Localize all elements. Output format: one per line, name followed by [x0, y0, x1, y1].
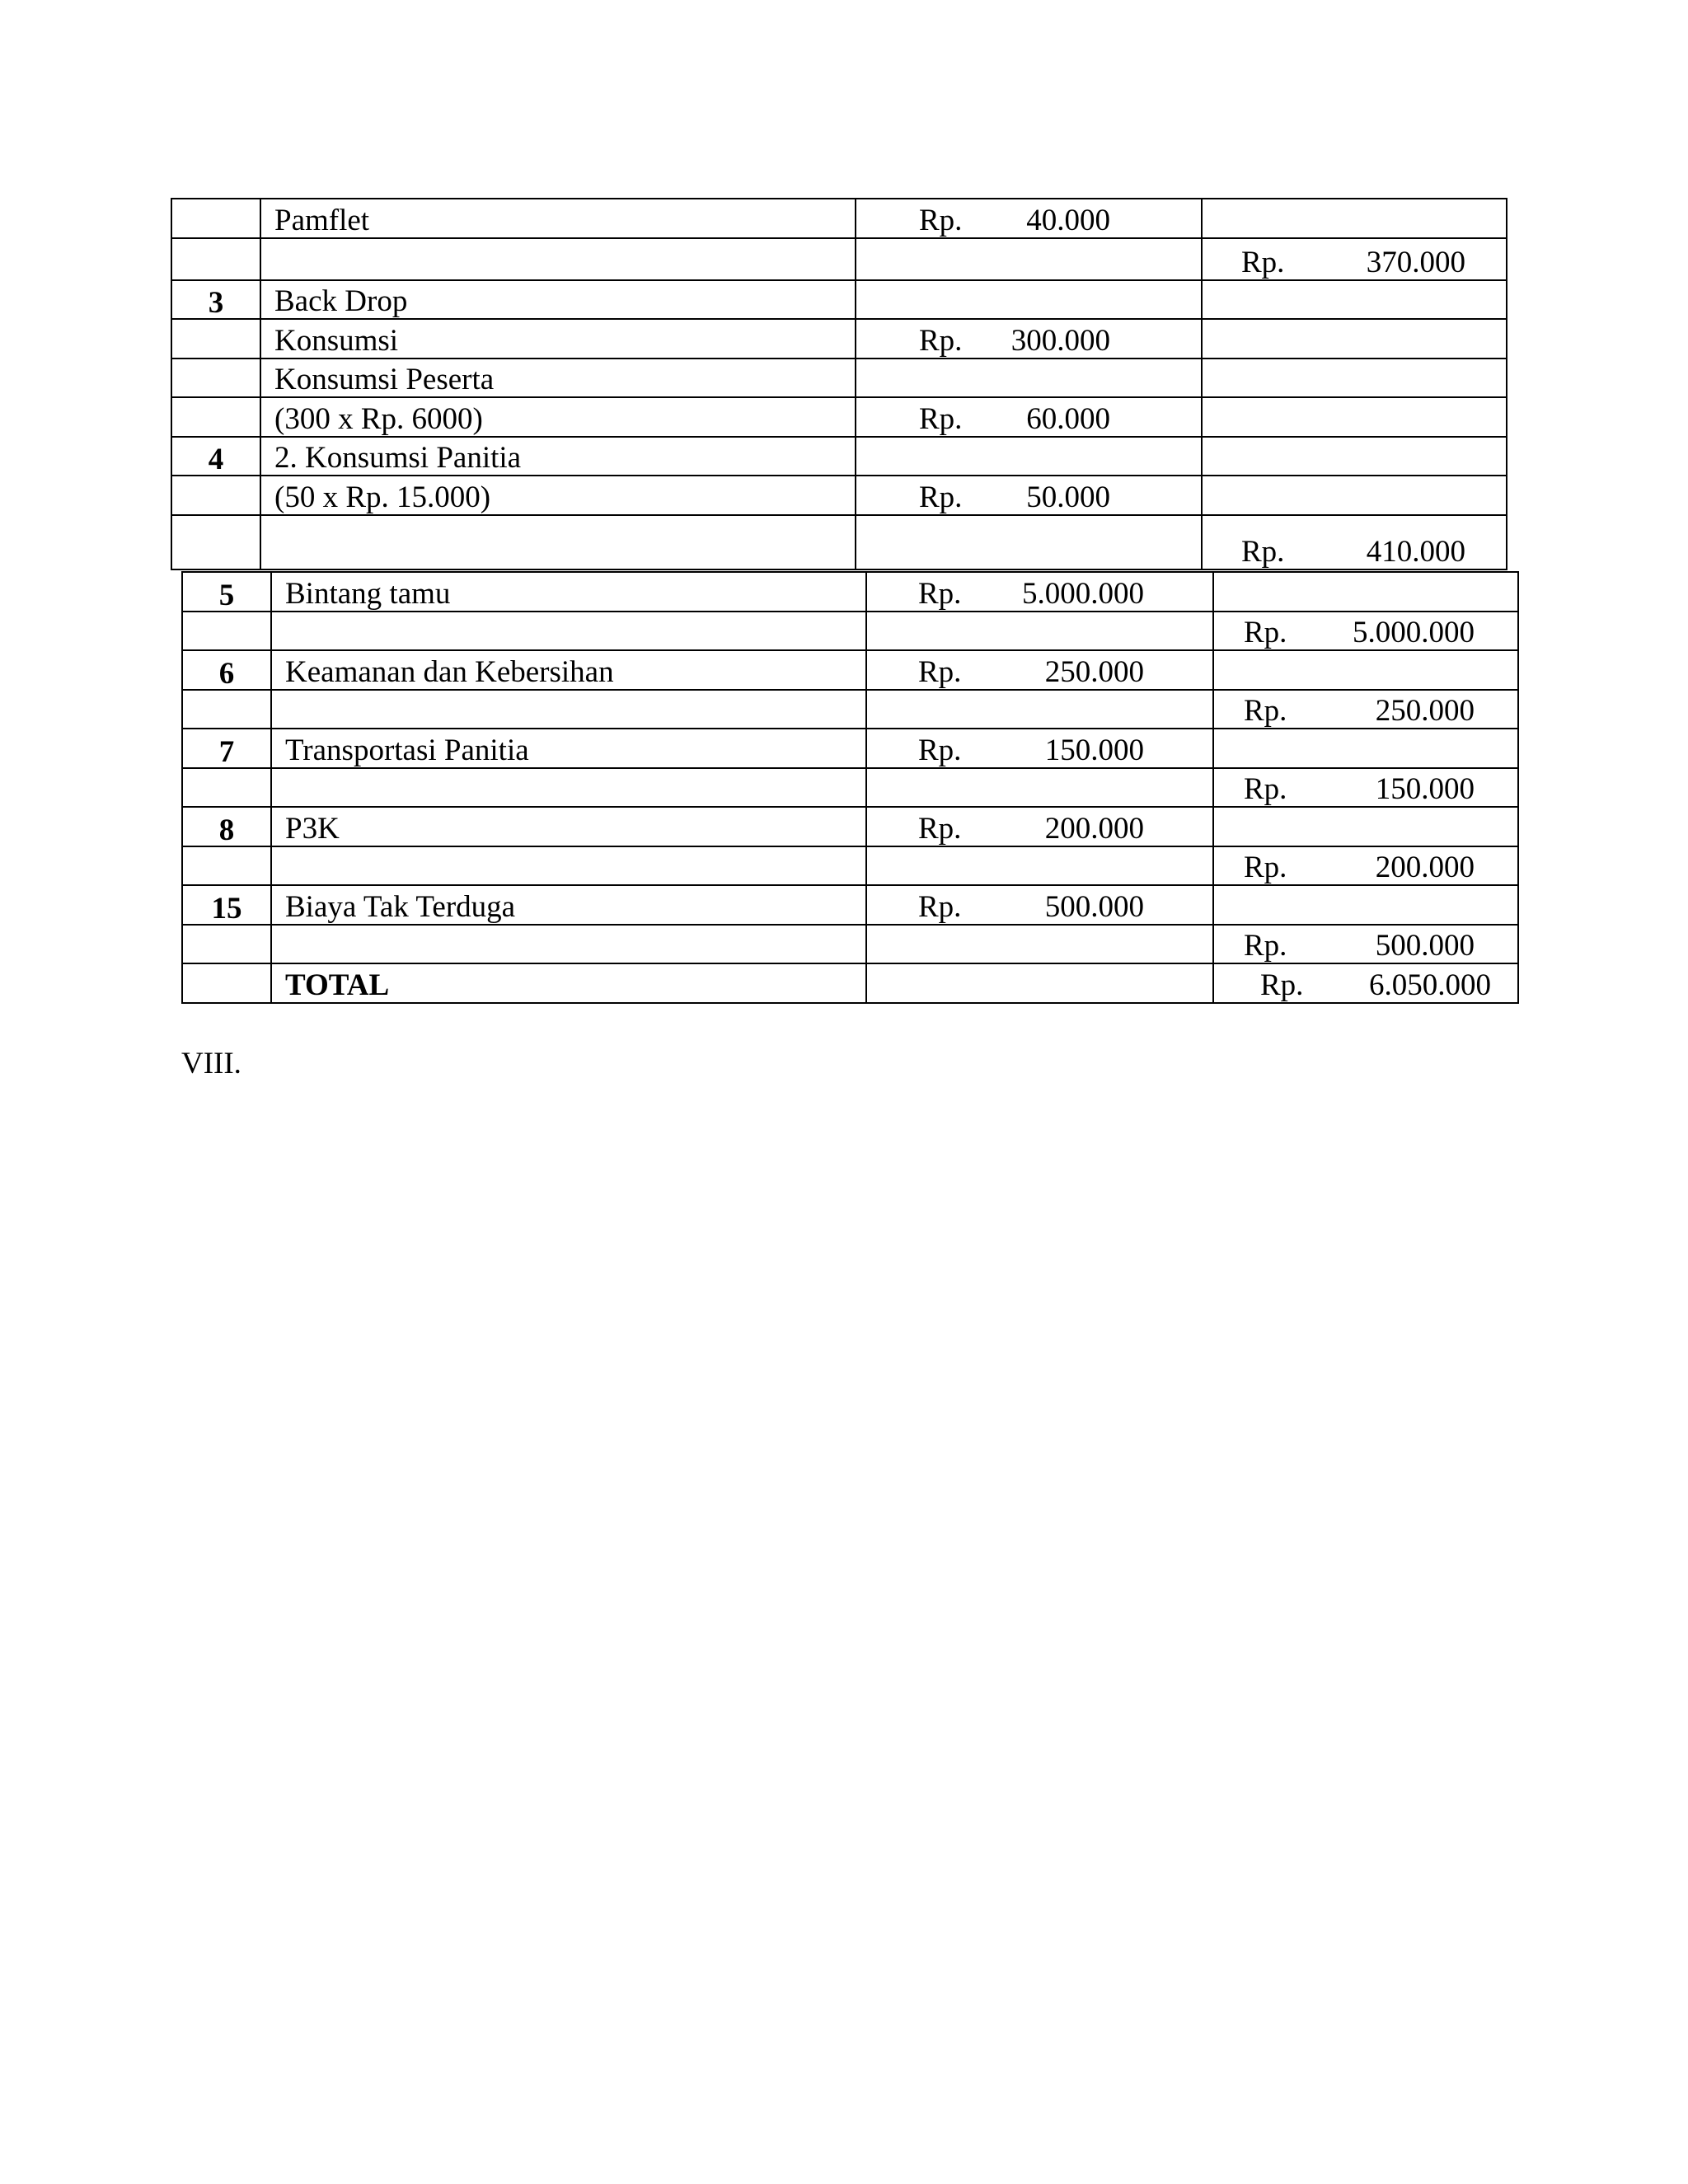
- row-number: [182, 963, 271, 1003]
- currency-label: Rp.: [918, 812, 962, 846]
- item-description: P3K: [271, 807, 866, 846]
- table-row: [171, 280, 1507, 319]
- table-row: [171, 476, 1507, 515]
- subtotal: [1202, 199, 1507, 238]
- subtotal: [1213, 572, 1518, 612]
- item-description: Pamflet: [260, 199, 856, 238]
- currency-label: Rp.: [918, 577, 962, 611]
- currency-label: Rp.: [919, 402, 963, 436]
- subtotal: [1213, 650, 1518, 690]
- amount-value: 50.000: [1026, 480, 1110, 514]
- item-description: [271, 846, 866, 885]
- subtotal: [1202, 397, 1507, 437]
- item-description: [271, 768, 866, 807]
- subtotal: [1202, 359, 1507, 397]
- table-row: [182, 963, 1518, 1003]
- item-description: [260, 515, 856, 569]
- item-cost-value: [856, 326, 1201, 358]
- item-cost-value: [867, 657, 1212, 689]
- currency-label: Rp.: [1244, 694, 1287, 728]
- row-number: 8: [182, 807, 271, 846]
- table-row: [182, 768, 1518, 807]
- item-cost-value: [856, 404, 1201, 436]
- currency-label: Rp.: [918, 733, 962, 767]
- item-cost: [866, 612, 1213, 650]
- item-cost: [856, 280, 1202, 319]
- amount-value: 200.000: [1375, 851, 1475, 884]
- item-cost: [866, 963, 1213, 1003]
- subtotal: [1202, 476, 1507, 515]
- table-row: [182, 690, 1518, 729]
- table-row: [171, 359, 1507, 397]
- subtotal: [1213, 925, 1518, 963]
- row-number: 4: [171, 437, 260, 476]
- item-cost: [856, 359, 1202, 397]
- amount-value: 150.000: [1044, 733, 1144, 767]
- item-cost: [856, 238, 1202, 280]
- currency-label: Rp.: [1241, 535, 1285, 569]
- item-description: [271, 612, 866, 650]
- item-description: [271, 925, 866, 963]
- item-cost-value: [856, 482, 1201, 514]
- currency-label: Rp.: [1244, 772, 1287, 806]
- row-number: 15: [182, 885, 271, 925]
- row-number: [182, 612, 271, 650]
- table-row: [182, 729, 1518, 768]
- item-description: (300 x Rp. 6000): [260, 397, 856, 437]
- currency-label: Rp.: [919, 324, 963, 358]
- item-description: Bintang tamu: [271, 572, 866, 612]
- budget-table-bottom: [181, 571, 1519, 1004]
- subtotal-value: [1203, 537, 1506, 569]
- amount-value: 5.000.000: [1022, 577, 1144, 611]
- subtotal: [1213, 729, 1518, 768]
- subtotal-value: [1214, 852, 1517, 884]
- row-number: [182, 768, 271, 807]
- item-description: 2. Konsumsi Panitia: [260, 437, 856, 476]
- currency-label: Rp.: [918, 655, 962, 689]
- item-description: (50 x Rp. 15.000): [260, 476, 856, 515]
- amount-value: 150.000: [1375, 772, 1475, 806]
- item-cost: [856, 437, 1202, 476]
- amount-value: 300.000: [1010, 324, 1110, 358]
- currency-label: Rp.: [919, 204, 963, 237]
- row-number: [171, 238, 260, 280]
- currency-label: Rp.: [1260, 968, 1304, 1002]
- row-number: [171, 476, 260, 515]
- amount-value: 500.000: [1375, 929, 1475, 963]
- table-row: [182, 925, 1518, 963]
- amount-value: 60.000: [1026, 402, 1110, 436]
- amount-value: 410.000: [1366, 535, 1465, 569]
- item-cost: [866, 690, 1213, 729]
- subtotal: [1202, 515, 1507, 569]
- currency-label: Rp.: [1241, 246, 1285, 279]
- amount-value: 6.050.000: [1369, 968, 1491, 1002]
- item-cost-value: [867, 813, 1212, 846]
- subtotal: [1213, 768, 1518, 807]
- subtotal-value: [1214, 696, 1517, 728]
- table-row: [182, 650, 1518, 690]
- item-description: Back Drop: [260, 280, 856, 319]
- subtotal-value: [1203, 247, 1506, 279]
- currency-label: Rp.: [1244, 851, 1287, 884]
- row-number: 7: [182, 729, 271, 768]
- item-description: Konsumsi Peserta: [260, 359, 856, 397]
- subtotal-value: [1214, 774, 1517, 806]
- amount-value: 200.000: [1044, 812, 1144, 846]
- item-description: Transportasi Panitia: [271, 729, 866, 768]
- row-number: [171, 199, 260, 238]
- item-cost-value: [856, 205, 1201, 237]
- table-row: [171, 238, 1507, 280]
- item-description: [271, 690, 866, 729]
- item-description: Keamanan dan Kebersihan: [271, 650, 866, 690]
- row-number: [171, 359, 260, 397]
- budget-table-top-body: [171, 199, 1507, 569]
- subtotal: [1213, 612, 1518, 650]
- subtotal-value: [1214, 930, 1517, 963]
- item-cost: [856, 476, 1202, 515]
- row-number: 3: [171, 280, 260, 319]
- subtotal: [1213, 885, 1518, 925]
- subtotal: [1213, 690, 1518, 729]
- table-row: [171, 319, 1507, 359]
- item-cost: [856, 397, 1202, 437]
- currency-label: Rp.: [918, 890, 962, 924]
- table-row: [182, 807, 1518, 846]
- budget-table-bottom-body: [182, 572, 1518, 1003]
- amount-value: 40.000: [1026, 204, 1110, 237]
- amount-value: 5.000.000: [1353, 616, 1475, 649]
- item-cost: [866, 885, 1213, 925]
- item-cost-value: [867, 892, 1212, 924]
- row-number: [171, 319, 260, 359]
- grand-total-value: [1214, 970, 1517, 1002]
- item-cost: [866, 846, 1213, 885]
- item-description: Biaya Tak Terduga: [271, 885, 866, 925]
- row-number: 5: [182, 572, 271, 612]
- item-cost-value: [867, 579, 1212, 611]
- subtotal: [1213, 846, 1518, 885]
- item-cost: [856, 199, 1202, 238]
- table-row: [182, 846, 1518, 885]
- total-label: TOTAL: [271, 963, 866, 1003]
- row-number: 6: [182, 650, 271, 690]
- row-number: [171, 515, 260, 569]
- row-number: [182, 846, 271, 885]
- subtotal: [1202, 238, 1507, 280]
- table-row: [171, 397, 1507, 437]
- subtotal: [1202, 280, 1507, 319]
- item-cost: [866, 729, 1213, 768]
- table-row: [171, 437, 1507, 476]
- item-cost: [866, 650, 1213, 690]
- item-cost: [856, 319, 1202, 359]
- subtotal-value: [1214, 617, 1517, 649]
- amount-value: 250.000: [1044, 655, 1144, 689]
- amount-value: 500.000: [1044, 890, 1144, 924]
- amount-value: 250.000: [1375, 694, 1475, 728]
- item-cost: [866, 572, 1213, 612]
- table-row: [171, 199, 1507, 238]
- item-cost: [866, 807, 1213, 846]
- row-number: [171, 397, 260, 437]
- subtotal: [1202, 319, 1507, 359]
- subtotal: [1213, 807, 1518, 846]
- section-heading: VIII.: [181, 1047, 241, 1080]
- budget-table-top: [171, 198, 1507, 570]
- table-row: [182, 885, 1518, 925]
- table-row: [171, 515, 1507, 569]
- item-cost: [866, 925, 1213, 963]
- currency-label: Rp.: [1244, 929, 1287, 963]
- item-description: [260, 238, 856, 280]
- grand-total: [1213, 963, 1518, 1003]
- subtotal: [1202, 437, 1507, 476]
- item-description: Konsumsi: [260, 319, 856, 359]
- currency-label: Rp.: [919, 480, 963, 514]
- item-cost: [866, 768, 1213, 807]
- row-number: [182, 925, 271, 963]
- item-cost: [856, 515, 1202, 569]
- currency-label: Rp.: [1244, 616, 1287, 649]
- row-number: [182, 690, 271, 729]
- amount-value: 370.000: [1366, 246, 1465, 279]
- table-row: [182, 612, 1518, 650]
- item-cost-value: [867, 735, 1212, 767]
- table-row: [182, 572, 1518, 612]
